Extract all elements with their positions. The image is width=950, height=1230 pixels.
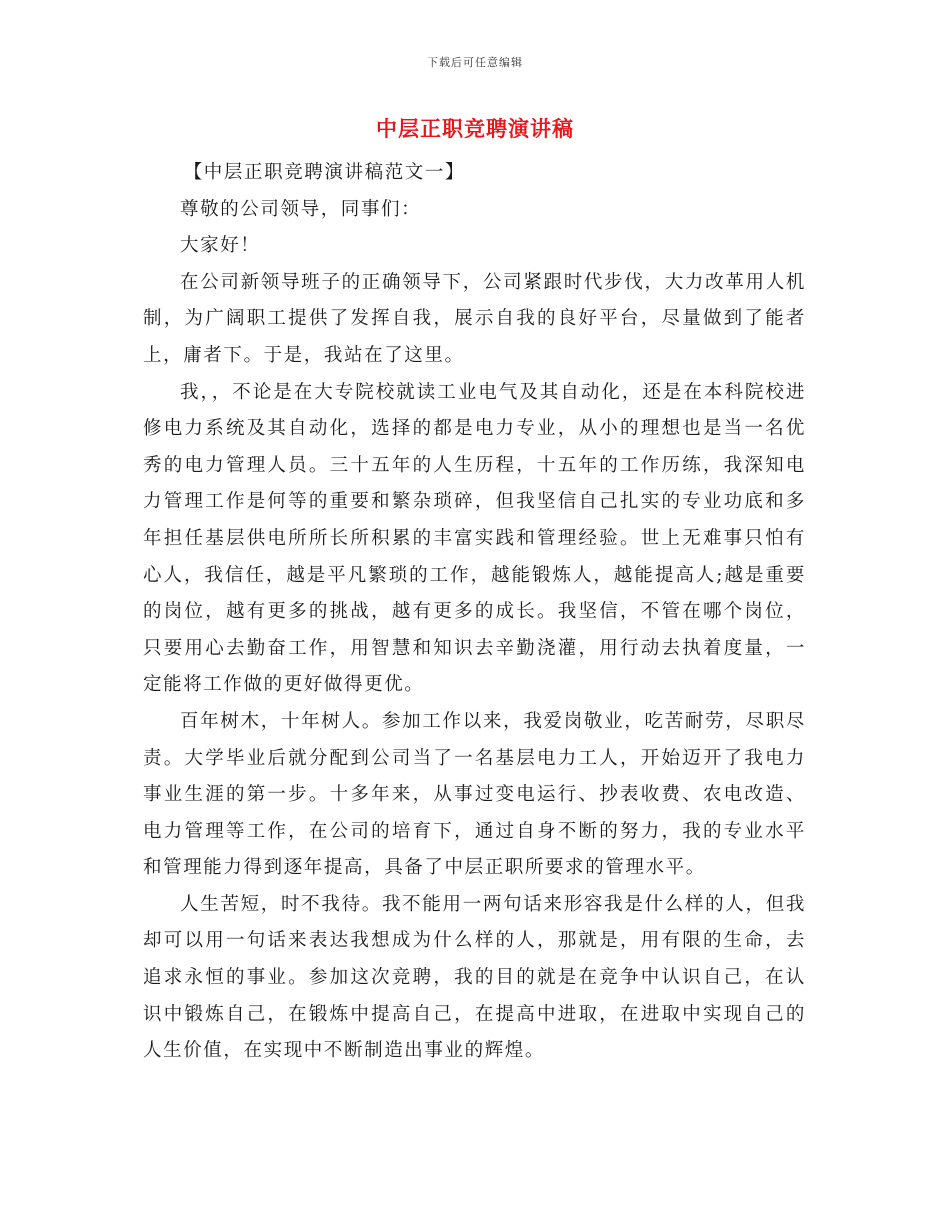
header-note: 下载后可任意编辑 xyxy=(427,56,523,69)
paragraph: 我，，不论是在大专院校就读工业电气及其自动化，还是在本科院校进修电力系统及其自动化，选择的都是电力专业，从小的理想也是当一名优秀的电力管理人员。三十五年的人生历程，十五年的工作历练，我深知电力管理工作是何等的重要和繁杂琐碎，但我坚信自己扎实的专业功底和多年担任基层供电所所长所积累的丰富实践和管理经验。世上无难事只怕有心人，我信任，越是平凡繁琐的工作，越能锻炼人，越能提高人;越是重要的岗位，越有更多的挑战，越有更多的成长。我坚信，不管在哪个岗位，只要用心去勤奋工作，用智慧和知识去辛勤浇灌，用行动去执着度量，一定能将工作做的更好做得更优。 xyxy=(143,381,806,696)
salutation: 尊敬的公司领导，同事们： xyxy=(180,198,422,220)
paragraph: 百年树木，十年树人。参加工作以来，我爱岗敬业，吃苦耐劳，尽职尽责。大学毕业后就分配到公司当了一名基层电力工人，开始迈开了我电力事业生涯的第一步。十多年来，从事过变电运行、抄表收费、农电改造、电力管理等工作，在公司的培育下，通过自身不断的努力，我的专业水平和管理能力得到逐年提高，具备了中层正职所要求的管理水平。 xyxy=(143,710,806,879)
greeting: 大家好！ xyxy=(180,235,261,257)
document-body xyxy=(143,155,806,1070)
paragraph: 在公司新领导班子的正确领导下，公司紧跟时代步伐，大力改革用人机制，为广阔职工提供了发挥自我，展示自我的良好平台，尽量做到了能者上，庸者下。于是，我站在了这里。 xyxy=(143,271,806,366)
paragraph: 人生苦短，时不我待。我不能用一两句话来形容我是什么样的人，但我却可以用一句话来表达我想成为什么样的人，那就是，用有限的生命，去追求永恒的事业。参加这次竞聘，我的目的就是在竞争中认识自己，在认识中锻炼自己，在锻炼中提高自己，在提高中进取，在进取中实现自己的人生价值，在实现中不断制造出事业的辉煌。 xyxy=(143,893,806,1062)
section-heading: 【中层正职竞聘演讲稿范文一】 xyxy=(183,162,466,183)
document-title: 中层正职竞聘演讲稿 xyxy=(376,116,574,141)
